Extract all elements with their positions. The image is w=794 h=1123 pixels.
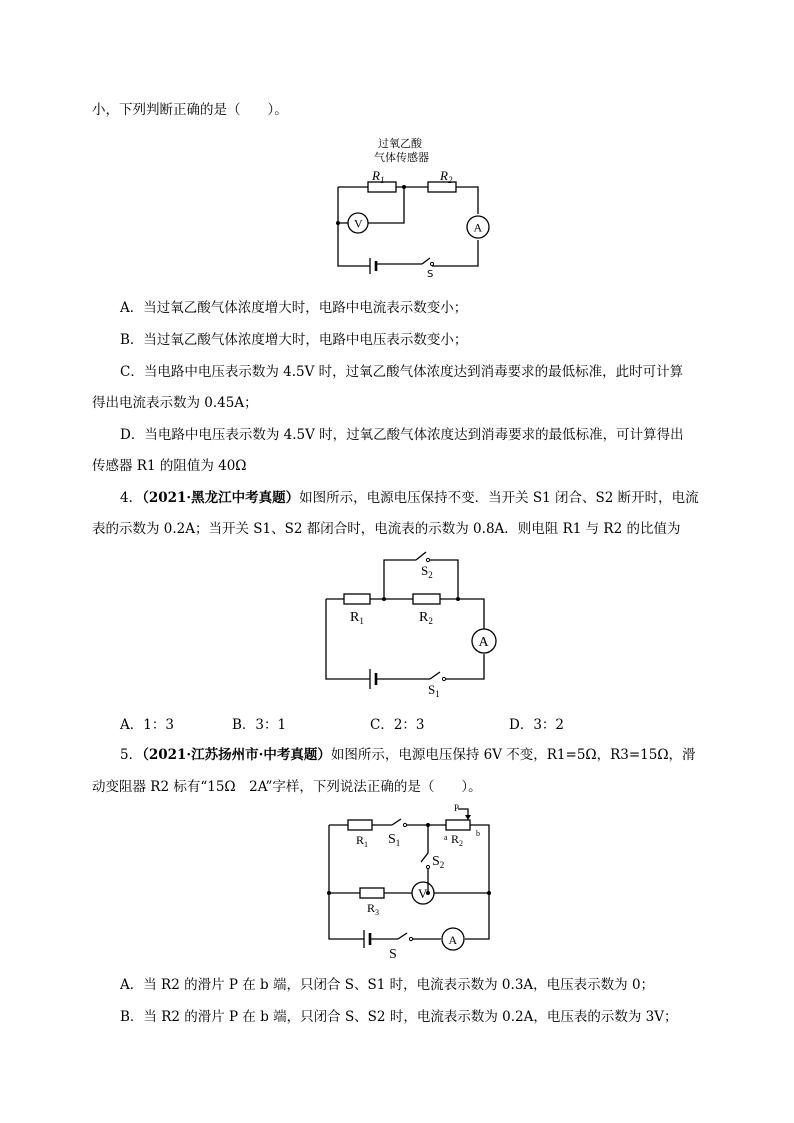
q5-slider-p-label: P <box>454 803 460 813</box>
q4-r2-resistor <box>413 594 440 604</box>
q3-battery <box>370 258 376 274</box>
q5-voltmeter <box>412 882 434 904</box>
q5-ammeter <box>442 928 464 950</box>
q5-r2-label: $R_2$ <box>451 832 464 848</box>
svg-text:A: A <box>478 635 489 650</box>
q4-option-c: C．2：3 <box>370 717 425 733</box>
q5-end-a-label: a <box>444 833 448 842</box>
q3-option-b: B．当过氧乙酸气体浓度增大时，电路中电压表示数变小； <box>120 332 468 348</box>
q3-switch <box>422 258 434 280</box>
q5-number: 5． <box>120 747 143 763</box>
q3-option-c-line1: C．当电路中电压表示数为 4.5V 时，过氧乙酸气体浓度达到消毒要求的最低标准，此时可计算 <box>120 364 684 380</box>
q4-s2-label: $S_2$ <box>421 563 433 580</box>
q4-option-b: B．3：1 <box>232 717 287 733</box>
q4-battery <box>370 669 376 689</box>
q4-r1-resistor <box>344 594 370 604</box>
q4-stem-line2: 表的示数为 0.2A；当开关 S1、S2 都闭合时，电流表的示数为 0.8A．则电阻 R1 与 R2 的比值为 <box>92 521 681 537</box>
q4-ammeter <box>472 629 496 653</box>
q3-circuit-diagram <box>330 130 500 280</box>
q3-option-d-line1: D．当电路中电压表示数为 4.5V 时，过氧乙酸气体浓度达到消毒要求的最低标准，可计算得出 <box>120 427 684 443</box>
q4-text: 如图所示，电源电压保持不变．当开关 S1 闭合、S2 断开时，电流 <box>299 490 699 506</box>
q5-r1-label: $R_1$ <box>356 833 369 849</box>
svg-text:S: S <box>427 269 434 280</box>
q4-stem-line1 <box>120 489 740 507</box>
q4-switch-s2 <box>416 552 433 580</box>
q3-caption-line2: 气体传感器 <box>374 151 429 164</box>
q5-s-label: S <box>389 947 397 962</box>
q5-circuit-diagram <box>320 803 500 963</box>
q4-number: 4． <box>120 490 143 506</box>
q4-option-a: A．1：3 <box>120 717 174 733</box>
q5-option-b: B．当 R2 的滑片 P 在 b 端，只闭合 S、S2 时，电流表示数为 0.2A，电压表的示数为 3V； <box>120 1009 678 1025</box>
q5-switch-s <box>389 933 413 962</box>
q5-switch-s1 <box>388 819 407 848</box>
q5-source: （2021·江苏扬州市·中考真题） <box>142 747 331 763</box>
q5-s2-label: $S_2$ <box>432 854 445 870</box>
q3-r2-label: $R_2$ <box>440 168 453 185</box>
svg-text:V: V <box>354 216 363 231</box>
q4-option-d: D．3：2 <box>509 717 565 733</box>
q5-stem-line2: 动变阻器 R2 标有“15Ω 2A”字样，下列说法正确的是（ ）。 <box>92 779 482 795</box>
q3-ammeter <box>467 216 489 238</box>
q5-switch-s2 <box>421 825 444 893</box>
q4-switch-s1 <box>428 672 446 699</box>
svg-text:A: A <box>448 933 458 947</box>
q4-s1-label: $S_1$ <box>428 682 440 699</box>
q4-r2-label: $R_2$ <box>419 610 433 626</box>
q3-stem-end: 小，下列判断正确的是（ ）。 <box>92 102 288 118</box>
q3-caption-line1: 过氧乙酸 <box>378 137 422 150</box>
q5-text: 如图所示，电源电压保持 6V 不变，R1=5Ω，R3=15Ω，滑 <box>330 747 696 763</box>
q3-voltmeter <box>348 213 368 233</box>
q5-r1-resistor <box>348 820 372 830</box>
q5-stem-line1 <box>120 746 740 764</box>
q3-r1-label: $R_1$ <box>372 168 385 185</box>
q5-end-b-label: b <box>476 829 480 838</box>
q4-r1-label: $R_1$ <box>350 610 364 626</box>
q4-source: （2021·黑龙江中考真题） <box>142 490 300 506</box>
q5-r3-resistor <box>360 888 384 898</box>
q5-battery <box>364 930 370 948</box>
q5-r3-label: $R_3$ <box>367 901 380 917</box>
q3-option-c-line2: 得出电流表示数为 0.45A； <box>92 395 258 411</box>
q3-option-d-line2: 传感器 R1 的阻值为 40Ω <box>92 458 247 474</box>
q4-circuit-diagram <box>318 548 508 700</box>
q5-option-a: A．当 R2 的滑片 P 在 b 端，只闭合 S、S1 时，电流表示数为 0.3A，电压表示数为 0； <box>120 977 655 993</box>
svg-text:V: V <box>418 886 428 901</box>
svg-text:A: A <box>473 220 483 235</box>
q5-s1-label: $S_1$ <box>388 832 401 848</box>
q3-option-a: A．当过氧乙酸气体浓度增大时，电路中电流表示数变小； <box>120 300 468 316</box>
